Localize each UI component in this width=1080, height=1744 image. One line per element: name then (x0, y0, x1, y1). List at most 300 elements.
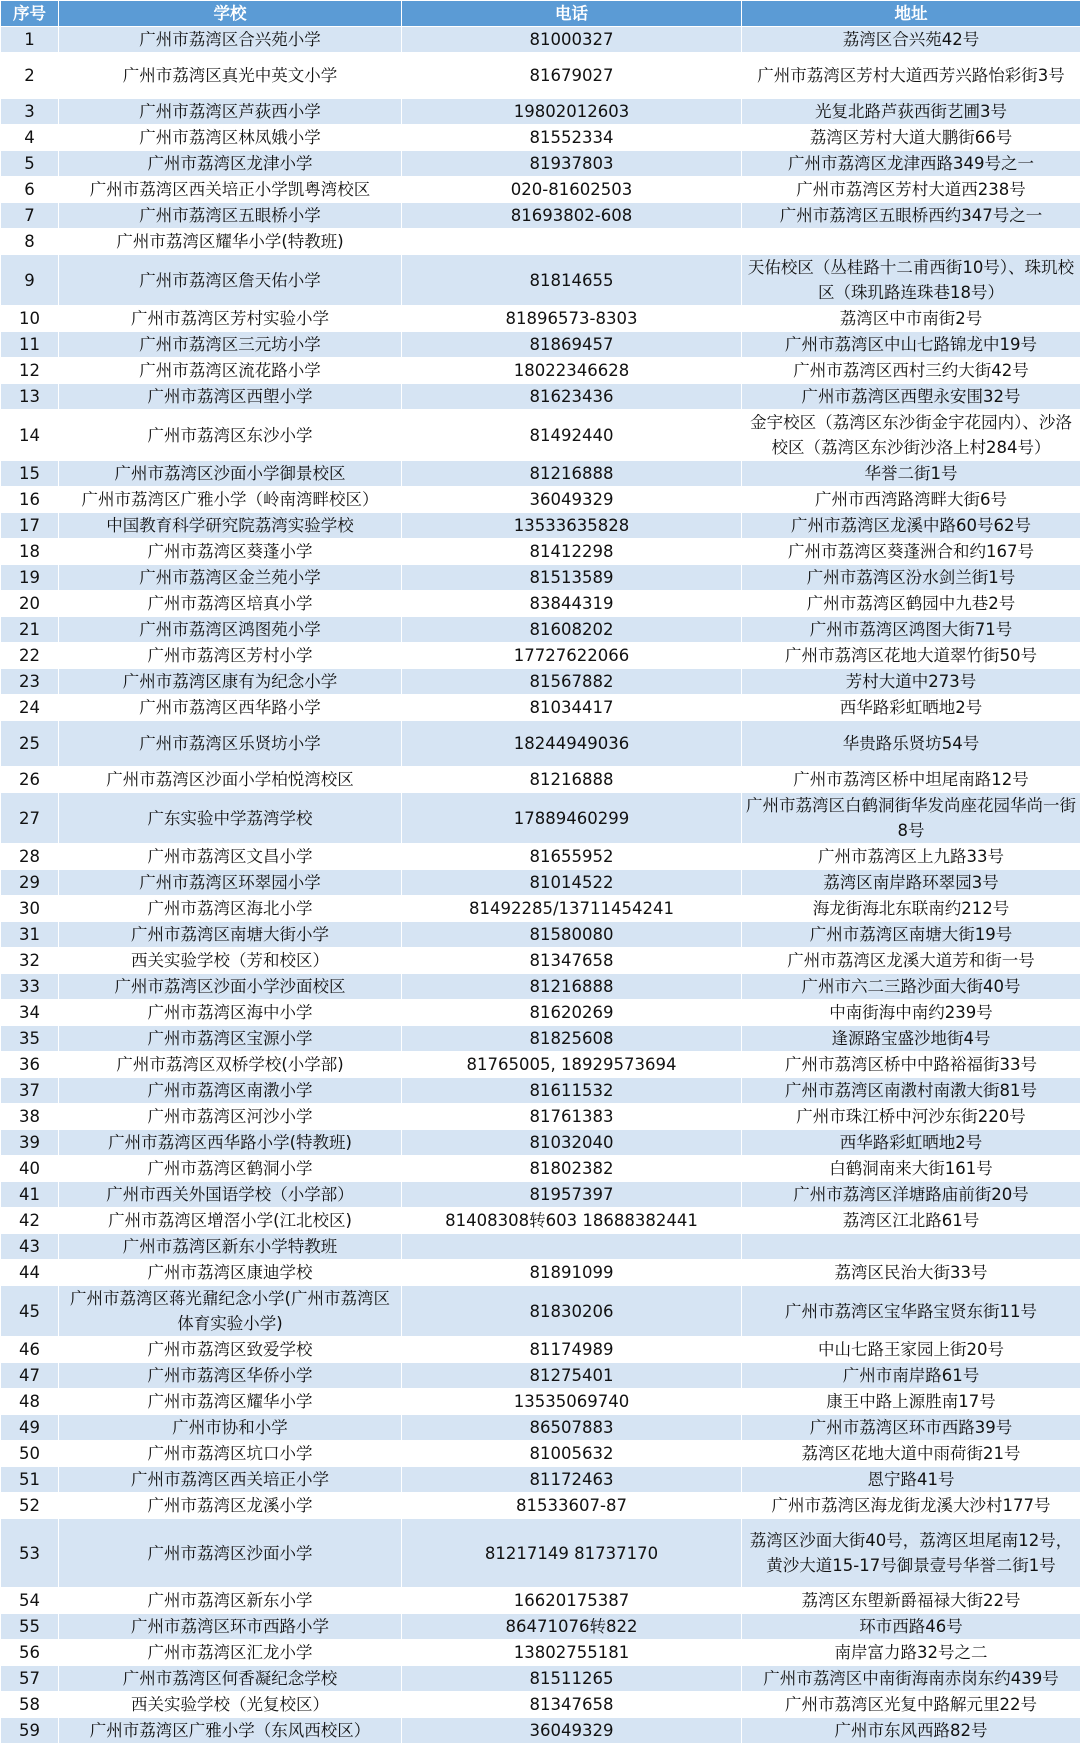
school-name: 广州市荔湾区华侨小学 (59, 1363, 402, 1389)
phone-number: 18022346628 (402, 358, 742, 384)
address: 广州市荔湾区南塘大街19号 (742, 922, 1080, 948)
school-name: 广州市荔湾区河沙小学 (59, 1104, 402, 1130)
row-number: 7 (1, 203, 59, 229)
phone-number: 81492285/13711454241 (402, 896, 742, 922)
table-row (1, 617, 1080, 643)
table-row (1, 358, 1080, 384)
school-name: 广州市荔湾区流花路小学 (59, 358, 402, 384)
row-number: 40 (1, 1156, 59, 1182)
table-row (1, 1130, 1080, 1156)
header-address: 地址 (742, 1, 1080, 27)
table-body (1, 27, 1080, 1744)
row-number: 32 (1, 948, 59, 974)
phone-number: 13802755181 (402, 1640, 742, 1666)
row-number: 41 (1, 1182, 59, 1208)
school-name: 广州市荔湾区南塘大街小学 (59, 922, 402, 948)
address: 华誉二街1号 (742, 461, 1080, 487)
school-name: 广州市荔湾区鸿图苑小学 (59, 617, 402, 643)
table-row (1, 1337, 1080, 1363)
row-number: 17 (1, 513, 59, 539)
school-name: 广州市荔湾区西华路小学 (59, 695, 402, 721)
phone-number: 81034417 (402, 695, 742, 721)
school-name: 广州市荔湾区芳村实验小学 (59, 306, 402, 332)
phone-number: 81552334 (402, 125, 742, 151)
school-name: 广州市荔湾区增滘小学(江北校区) (59, 1208, 402, 1234)
row-number: 15 (1, 461, 59, 487)
address: 广州市荔湾区光复中路解元里22号 (742, 1692, 1080, 1718)
address: 荔湾区东塱新爵福禄大街22号 (742, 1588, 1080, 1614)
phone-number: 81896573-8303 (402, 306, 742, 332)
address: 广州市荔湾区龙溪大道芳和街一号 (742, 948, 1080, 974)
address: 广州市六二三路沙面大街40号 (742, 974, 1080, 1000)
phone-number: 81347658 (402, 948, 742, 974)
address: 广州市荔湾区鸿图大街71号 (742, 617, 1080, 643)
row-number: 8 (1, 229, 59, 255)
school-name: 西关实验学校（光复校区） (59, 1692, 402, 1718)
phone-number: 81693802-608 (402, 203, 742, 229)
school-name: 广州市荔湾区宝源小学 (59, 1026, 402, 1052)
row-number: 31 (1, 922, 59, 948)
phone-number: 86471076转822 (402, 1614, 742, 1640)
table-row (1, 1026, 1080, 1052)
phone-number: 81174989 (402, 1337, 742, 1363)
phone-number: 36049329 (402, 487, 742, 513)
address: 金宇校区（荔湾区东沙街金宇花园内）、沙洛校区（荔湾区东沙街沙洛上村284号） (742, 410, 1080, 461)
school-name: 广州市荔湾区三元坊小学 (59, 332, 402, 358)
phone-number: 81014522 (402, 870, 742, 896)
row-number: 4 (1, 125, 59, 151)
address: 康王中路上源胜南17号 (742, 1389, 1080, 1415)
school-name: 广州市荔湾区芳村小学 (59, 643, 402, 669)
school-name: 广州市荔湾区沙面小学御景校区 (59, 461, 402, 487)
phone-number: 81580080 (402, 922, 742, 948)
table-row (1, 565, 1080, 591)
row-number: 2 (1, 53, 59, 99)
address: 西华路彩虹晒地2号 (742, 1130, 1080, 1156)
phone-number: 81957397 (402, 1182, 742, 1208)
row-number: 24 (1, 695, 59, 721)
table-row (1, 1286, 1080, 1337)
school-name: 广州市荔湾区坑口小学 (59, 1441, 402, 1467)
address: 广州市荔湾区上九路33号 (742, 844, 1080, 870)
address: 广州市荔湾区龙溪中路60号62号 (742, 513, 1080, 539)
phone-number (402, 229, 742, 255)
school-name: 广州市荔湾区龙溪小学 (59, 1493, 402, 1519)
address: 广州市珠江桥中河沙东街220号 (742, 1104, 1080, 1130)
row-number: 27 (1, 793, 59, 844)
row-number: 12 (1, 358, 59, 384)
address: 广州市荔湾区桥中中路裕福街33号 (742, 1052, 1080, 1078)
school-name: 广州市荔湾区广雅小学（东风西校区） (59, 1718, 402, 1744)
address: 广州市荔湾区芳村大道西芳兴路怡彩街3号 (742, 53, 1080, 99)
school-name: 广州市荔湾区海北小学 (59, 896, 402, 922)
school-name: 广州市荔湾区蒋光鼐纪念小学(广州市荔湾区体育实验小学) (59, 1286, 402, 1337)
phone-number: 18244949036 (402, 721, 742, 767)
phone-number: 81216888 (402, 461, 742, 487)
address: 广州市荔湾区西塱永安围32号 (742, 384, 1080, 410)
address: 广州市南岸路61号 (742, 1363, 1080, 1389)
address: 荔湾区芳村大道大鹏街66号 (742, 125, 1080, 151)
row-number: 51 (1, 1467, 59, 1493)
table-row (1, 1415, 1080, 1441)
row-number: 19 (1, 565, 59, 591)
school-name: 广州市荔湾区西华路小学(特教班) (59, 1130, 402, 1156)
school-name: 广州市荔湾区芦荻西小学 (59, 99, 402, 125)
address: 广州市荔湾区鹤园中九巷2号 (742, 591, 1080, 617)
table-row (1, 410, 1080, 461)
header-number: 序号 (1, 1, 59, 27)
address: 逢源路宝盛沙地街4号 (742, 1026, 1080, 1052)
row-number: 45 (1, 1286, 59, 1337)
table-row (1, 229, 1080, 255)
address: 广州市荔湾区西村三约大街42号 (742, 358, 1080, 384)
address (742, 229, 1080, 255)
table-row (1, 99, 1080, 125)
school-name: 广东实验中学荔湾学校 (59, 793, 402, 844)
phone-number: 83844319 (402, 591, 742, 617)
table-row (1, 1000, 1080, 1026)
row-number: 49 (1, 1415, 59, 1441)
address: 光复北路芦荻西街艺圃3号 (742, 99, 1080, 125)
table-row (1, 1260, 1080, 1286)
row-number: 37 (1, 1078, 59, 1104)
row-number: 35 (1, 1026, 59, 1052)
row-number: 39 (1, 1130, 59, 1156)
table-row (1, 1441, 1080, 1467)
address: 广州市荔湾区白鹤洞街华发尚座花园华尚一街8号 (742, 793, 1080, 844)
school-name: 广州市协和小学 (59, 1415, 402, 1441)
table-row (1, 125, 1080, 151)
phone-number: 81032040 (402, 1130, 742, 1156)
phone-number: 86507883 (402, 1415, 742, 1441)
school-name: 广州市荔湾区南漖小学 (59, 1078, 402, 1104)
header-phone: 电话 (402, 1, 742, 27)
table-row (1, 948, 1080, 974)
row-number: 58 (1, 1692, 59, 1718)
row-number: 5 (1, 151, 59, 177)
table-row (1, 1208, 1080, 1234)
row-number: 16 (1, 487, 59, 513)
row-number: 13 (1, 384, 59, 410)
row-number: 57 (1, 1666, 59, 1692)
row-number: 10 (1, 306, 59, 332)
row-number: 11 (1, 332, 59, 358)
row-number: 52 (1, 1493, 59, 1519)
row-number: 50 (1, 1441, 59, 1467)
table-row (1, 1614, 1080, 1640)
row-number: 53 (1, 1519, 59, 1588)
table-row (1, 974, 1080, 1000)
table-row (1, 27, 1080, 53)
table-row (1, 1104, 1080, 1130)
address: 广州市荔湾区南漖村南漖大街81号 (742, 1078, 1080, 1104)
table-row (1, 1389, 1080, 1415)
school-name: 广州市荔湾区新东小学特教班 (59, 1234, 402, 1260)
table-row (1, 177, 1080, 203)
school-name: 广州市荔湾区海中小学 (59, 1000, 402, 1026)
school-name: 广州市荔湾区新东小学 (59, 1588, 402, 1614)
table-row (1, 591, 1080, 617)
phone-number: 81492440 (402, 410, 742, 461)
table-row (1, 870, 1080, 896)
row-number: 59 (1, 1718, 59, 1744)
phone-number: 81620269 (402, 1000, 742, 1026)
phone-number: 81765005, 18929573694 (402, 1052, 742, 1078)
phone-number (402, 1234, 742, 1260)
phone-number: 13535069740 (402, 1389, 742, 1415)
phone-number: 81891099 (402, 1260, 742, 1286)
table-row (1, 1588, 1080, 1614)
school-name: 广州市荔湾区东沙小学 (59, 410, 402, 461)
address: 南岸富力路32号之二 (742, 1640, 1080, 1666)
address: 华贵路乐贤坊54号 (742, 721, 1080, 767)
address: 广州市荔湾区龙津西路349号之一 (742, 151, 1080, 177)
address (742, 1234, 1080, 1260)
address: 广州市荔湾区海龙街龙溪大沙村177号 (742, 1493, 1080, 1519)
address: 广州市荔湾区环市西路39号 (742, 1415, 1080, 1441)
row-number: 36 (1, 1052, 59, 1078)
phone-number: 81869457 (402, 332, 742, 358)
school-name: 广州市荔湾区乐贤坊小学 (59, 721, 402, 767)
address: 广州市荔湾区中山七路锦龙中19号 (742, 332, 1080, 358)
table-row (1, 1363, 1080, 1389)
row-number: 42 (1, 1208, 59, 1234)
address: 荔湾区花地大道中雨荷街21号 (742, 1441, 1080, 1467)
phone-number: 13533635828 (402, 513, 742, 539)
table-row (1, 487, 1080, 513)
school-name: 广州市荔湾区环翠园小学 (59, 870, 402, 896)
table-row (1, 1182, 1080, 1208)
row-number: 28 (1, 844, 59, 870)
school-name: 广州市荔湾区耀华小学(特教班) (59, 229, 402, 255)
school-name: 广州市荔湾区汇龙小学 (59, 1640, 402, 1666)
school-name: 广州市荔湾区沙面小学 (59, 1519, 402, 1588)
phone-number: 17727622066 (402, 643, 742, 669)
table-row (1, 695, 1080, 721)
school-name: 广州市荔湾区詹天佑小学 (59, 255, 402, 306)
row-number: 29 (1, 870, 59, 896)
row-number: 48 (1, 1389, 59, 1415)
address: 广州市荔湾区洋塘路庙前街20号 (742, 1182, 1080, 1208)
school-name: 广州市荔湾区何香凝纪念学校 (59, 1666, 402, 1692)
school-name: 广州市荔湾区康有为纪念小学 (59, 669, 402, 695)
school-name: 广州市荔湾区西关培正小学 (59, 1467, 402, 1493)
table-row (1, 151, 1080, 177)
address: 广州市荔湾区葵蓬洲合和约167号 (742, 539, 1080, 565)
phone-number: 81275401 (402, 1363, 742, 1389)
row-number: 25 (1, 721, 59, 767)
school-name: 广州市荔湾区五眼桥小学 (59, 203, 402, 229)
school-name: 广州市荔湾区真光中英文小学 (59, 53, 402, 99)
address: 中山七路王家园上街20号 (742, 1337, 1080, 1363)
table-row (1, 1078, 1080, 1104)
table-row (1, 255, 1080, 306)
address: 恩宁路41号 (742, 1467, 1080, 1493)
school-name: 广州市荔湾区龙津小学 (59, 151, 402, 177)
row-number: 21 (1, 617, 59, 643)
address: 环市西路46号 (742, 1614, 1080, 1640)
school-name: 广州市荔湾区金兰苑小学 (59, 565, 402, 591)
row-number: 47 (1, 1363, 59, 1389)
row-number: 56 (1, 1640, 59, 1666)
row-number: 26 (1, 767, 59, 793)
phone-number: 16620175387 (402, 1588, 742, 1614)
school-name: 广州市荔湾区耀华小学 (59, 1389, 402, 1415)
table-row (1, 1519, 1080, 1588)
address: 广州市荔湾区中南街海南赤岗东约439号 (742, 1666, 1080, 1692)
table-row (1, 669, 1080, 695)
phone-number: 17889460299 (402, 793, 742, 844)
row-number: 46 (1, 1337, 59, 1363)
address: 广州市荔湾区桥中坦尾南路12号 (742, 767, 1080, 793)
row-number: 34 (1, 1000, 59, 1026)
table-row (1, 306, 1080, 332)
table-row (1, 1156, 1080, 1182)
table-row (1, 767, 1080, 793)
header-row (1, 1, 1080, 27)
school-name: 广州市荔湾区西关培正小学凯粤湾校区 (59, 177, 402, 203)
phone-number: 81802382 (402, 1156, 742, 1182)
address: 荔湾区中市南街2号 (742, 306, 1080, 332)
school-name: 广州市荔湾区双桥学校(小学部) (59, 1052, 402, 1078)
phone-number: 81000327 (402, 27, 742, 53)
table-row (1, 1493, 1080, 1519)
phone-number: 81655952 (402, 844, 742, 870)
table-row (1, 721, 1080, 767)
address: 海龙街海北东联南约212号 (742, 896, 1080, 922)
table-row (1, 461, 1080, 487)
phone-number: 81412298 (402, 539, 742, 565)
school-name: 广州市荔湾区沙面小学沙面校区 (59, 974, 402, 1000)
phone-number: 81608202 (402, 617, 742, 643)
phone-number: 81679027 (402, 53, 742, 99)
phone-number: 81623436 (402, 384, 742, 410)
phone-number: 81761383 (402, 1104, 742, 1130)
school-name: 广州市荔湾区葵蓬小学 (59, 539, 402, 565)
address: 广州市荔湾区芳村大道西238号 (742, 177, 1080, 203)
address: 中南街海中南约239号 (742, 1000, 1080, 1026)
school-name: 广州市荔湾区林凤娥小学 (59, 125, 402, 151)
table-row (1, 1692, 1080, 1718)
row-number: 54 (1, 1588, 59, 1614)
row-number: 43 (1, 1234, 59, 1260)
school-name: 广州市荔湾区合兴苑小学 (59, 27, 402, 53)
school-name: 广州市荔湾区环市西路小学 (59, 1614, 402, 1640)
table-row (1, 844, 1080, 870)
row-number: 20 (1, 591, 59, 617)
header-school: 学校 (59, 1, 402, 27)
row-number: 38 (1, 1104, 59, 1130)
table-row (1, 643, 1080, 669)
row-number: 14 (1, 410, 59, 461)
phone-number: 81511265 (402, 1666, 742, 1692)
row-number: 22 (1, 643, 59, 669)
school-name: 广州市荔湾区广雅小学（岭南湾畔校区） (59, 487, 402, 513)
table-row (1, 203, 1080, 229)
table-row (1, 1666, 1080, 1692)
address: 芳村大道中273号 (742, 669, 1080, 695)
school-name: 广州市荔湾区培真小学 (59, 591, 402, 617)
phone-number: 81513589 (402, 565, 742, 591)
table-row (1, 896, 1080, 922)
phone-number: 020-81602503 (402, 177, 742, 203)
phone-number: 81533607-87 (402, 1493, 742, 1519)
table-row (1, 539, 1080, 565)
address: 广州市西湾路湾畔大街6号 (742, 487, 1080, 513)
school-name: 广州市西关外国语学校（小学部） (59, 1182, 402, 1208)
address: 广州市荔湾区宝华路宝贤东街11号 (742, 1286, 1080, 1337)
table-row (1, 1718, 1080, 1744)
address: 荔湾区南岸路环翠园3号 (742, 870, 1080, 896)
table-row (1, 53, 1080, 99)
school-name: 广州市荔湾区鹤洞小学 (59, 1156, 402, 1182)
phone-number: 81216888 (402, 767, 742, 793)
row-number: 18 (1, 539, 59, 565)
phone-number: 81005632 (402, 1441, 742, 1467)
school-name: 广州市荔湾区西塱小学 (59, 384, 402, 410)
row-number: 1 (1, 27, 59, 53)
phone-number: 81611532 (402, 1078, 742, 1104)
address: 荔湾区沙面大街40号，荔湾区坦尾南12号，黄沙大道15-17号御景壹号华誉二街1号 (742, 1519, 1080, 1588)
phone-number: 36049329 (402, 1718, 742, 1744)
address: 广州市东风西路82号 (742, 1718, 1080, 1744)
row-number: 30 (1, 896, 59, 922)
school-name: 广州市荔湾区致爱学校 (59, 1337, 402, 1363)
address: 荔湾区江北路61号 (742, 1208, 1080, 1234)
table-row (1, 1234, 1080, 1260)
phone-number: 81937803 (402, 151, 742, 177)
phone-number: 81408308转603 18688382441 (402, 1208, 742, 1234)
table-row (1, 1052, 1080, 1078)
phone-number: 81814655 (402, 255, 742, 306)
address: 白鹤洞南来大街161号 (742, 1156, 1080, 1182)
address: 荔湾区合兴苑42号 (742, 27, 1080, 53)
address: 天佑校区（丛桂路十二甫西街10号）、珠玑校区（珠玑路连珠巷18号） (742, 255, 1080, 306)
row-number: 23 (1, 669, 59, 695)
table-row (1, 1640, 1080, 1666)
school-name: 广州市荔湾区文昌小学 (59, 844, 402, 870)
row-number: 9 (1, 255, 59, 306)
table-row (1, 793, 1080, 844)
address: 荔湾区民治大街33号 (742, 1260, 1080, 1286)
phone-number: 81567882 (402, 669, 742, 695)
phone-number: 81217149 81737170 (402, 1519, 742, 1588)
phone-number: 19802012603 (402, 99, 742, 125)
phone-number: 81347658 (402, 1692, 742, 1718)
school-name: 中国教育科学研究院荔湾实验学校 (59, 513, 402, 539)
address: 广州市荔湾区五眼桥西约347号之一 (742, 203, 1080, 229)
table-row (1, 384, 1080, 410)
table-row (1, 332, 1080, 358)
table-row (1, 1467, 1080, 1493)
phone-number: 81216888 (402, 974, 742, 1000)
row-number: 44 (1, 1260, 59, 1286)
row-number: 3 (1, 99, 59, 125)
address: 西华路彩虹晒地2号 (742, 695, 1080, 721)
phone-number: 81830206 (402, 1286, 742, 1337)
school-name: 广州市荔湾区康迪学校 (59, 1260, 402, 1286)
school-name: 西关实验学校（芳和校区） (59, 948, 402, 974)
address: 广州市荔湾区汾水剑兰街1号 (742, 565, 1080, 591)
row-number: 33 (1, 974, 59, 1000)
phone-number: 81825608 (402, 1026, 742, 1052)
row-number: 6 (1, 177, 59, 203)
table-row (1, 513, 1080, 539)
phone-number: 81172463 (402, 1467, 742, 1493)
school-name: 广州市荔湾区沙面小学柏悦湾校区 (59, 767, 402, 793)
table-row (1, 922, 1080, 948)
row-number: 55 (1, 1614, 59, 1640)
